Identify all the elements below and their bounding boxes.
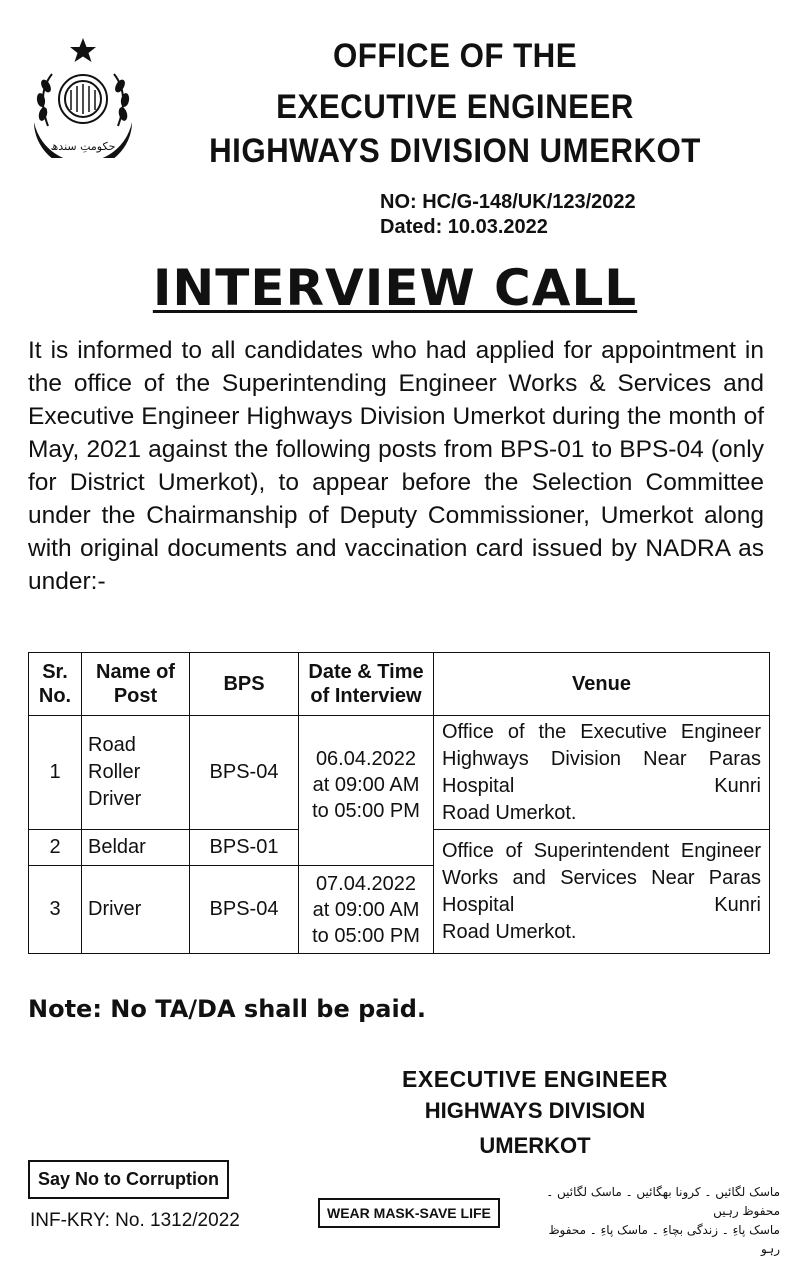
reference-date: Dated: 10.03.2022 (380, 216, 548, 238)
header-post-line-2: Post (113, 685, 158, 707)
note-text: Note: No TA/DA shall be paid. (28, 995, 426, 1023)
row-2-bps: BPS-01 (190, 830, 299, 866)
say-no-to-corruption-box: Say No to Corruption (28, 1160, 229, 1199)
row-1-post-line-1: Road (88, 734, 136, 756)
venue-1-lead: Office of the Executive Engineer Highways Division Near Paras Hospital Kunri (442, 720, 761, 797)
header-date (299, 653, 434, 716)
date-1-end: to 05:00 PM (312, 800, 420, 822)
date-1-start: at 09:00 AM (312, 774, 420, 796)
urdu-slogan-line-1: ماسک لگائیں ۔ کرونا بھگائیں ۔ ماسک لگائیں ۔ محفوظ رہیں (546, 1185, 780, 1218)
interview-date-1 (299, 716, 434, 866)
venue-2 (434, 830, 770, 954)
header-sr (29, 653, 82, 716)
row-2-sr: 2 (29, 830, 82, 866)
page-heading: INTERVIEW CALL (152, 259, 638, 317)
body-paragraph: It is informed to all candidates who had applied for appointment in the office of the Superintending Engineer Works & Services and Executive Engineer Highways Division Umerkot during the month of May, 2021 against the following posts from BPS-01 to BPS-04 (only for District Umerkot), to appear before the Selection Committee under the Chairmanship of Deputy Commissioner, Umerkot along with original documents and vaccination card issued by NADRA as under:- (28, 337, 764, 595)
venue-1 (434, 716, 770, 830)
venue-1-last: Road Umerkot. (442, 801, 577, 824)
date-1-day: 06.04.2022 (315, 748, 417, 770)
row-1-bps: BPS-04 (190, 716, 299, 830)
signature-title: EXECUTIVE ENGINEER (402, 1066, 668, 1092)
sindh-government-emblem-icon (22, 34, 144, 158)
venue-2-last: Road Umerkot. (442, 920, 577, 943)
table-row (29, 716, 770, 830)
venue-2-lead: Office of Superintendent Engineer Works and Services Near Paras Hospital Kunri (442, 839, 761, 916)
office-title-line-2: EXECUTIVE ENGINEER (276, 88, 634, 126)
header-sr-line-1: Sr. (42, 661, 68, 683)
date-2-day: 07.04.2022 (315, 872, 417, 895)
office-title-line-1: OFFICE OF THE (332, 37, 578, 75)
header-venue: Venue (434, 653, 770, 716)
header-date-line-2: of Interview (310, 685, 422, 707)
reference-number: NO: HC/G-148/UK/123/2022 (380, 191, 636, 213)
date-2-end: to 05:00 PM (312, 924, 420, 947)
row-1-sr: 1 (29, 716, 82, 830)
header-post (82, 653, 190, 716)
row-1-post-line-3: Driver (88, 788, 142, 810)
row-3-post: Driver (82, 866, 190, 954)
inf-kry-number: INF-KRY: No. 1312/2022 (30, 1210, 240, 1231)
row-3-sr: 3 (29, 866, 82, 954)
emblem-text: حکومتِ سندھ (50, 140, 116, 153)
urdu-slogan-line-2: ماسک پاءِ ۔ زندگی بچاءِ ۔ ماسک پاءِ ۔ محفوظ رہو (548, 1223, 780, 1256)
row-2-post: Beldar (82, 830, 190, 866)
urdu-mask-slogan (540, 1183, 780, 1259)
row-1-post (82, 716, 190, 830)
row-3-bps: BPS-04 (190, 866, 299, 954)
interview-table (28, 652, 770, 954)
header-post-line-1: Name of (96, 661, 175, 683)
date-2-start: at 09:00 AM (312, 898, 420, 921)
header-sr-line-2: No. (38, 685, 72, 707)
signature-division: HIGHWAYS DIVISION (424, 1098, 646, 1123)
header-bps: BPS (190, 653, 299, 716)
table-header-row (29, 653, 770, 716)
header-date-line-1: Date & Time (308, 661, 424, 683)
signature-location: UMERKOT (479, 1133, 591, 1158)
row-1-post-line-2: Roller (88, 761, 141, 783)
office-title-line-3: HIGHWAYS DIVISION UMERKOT (209, 132, 701, 170)
wear-mask-box: WEAR MASK-SAVE LIFE (318, 1198, 500, 1228)
interview-date-2 (299, 866, 434, 954)
